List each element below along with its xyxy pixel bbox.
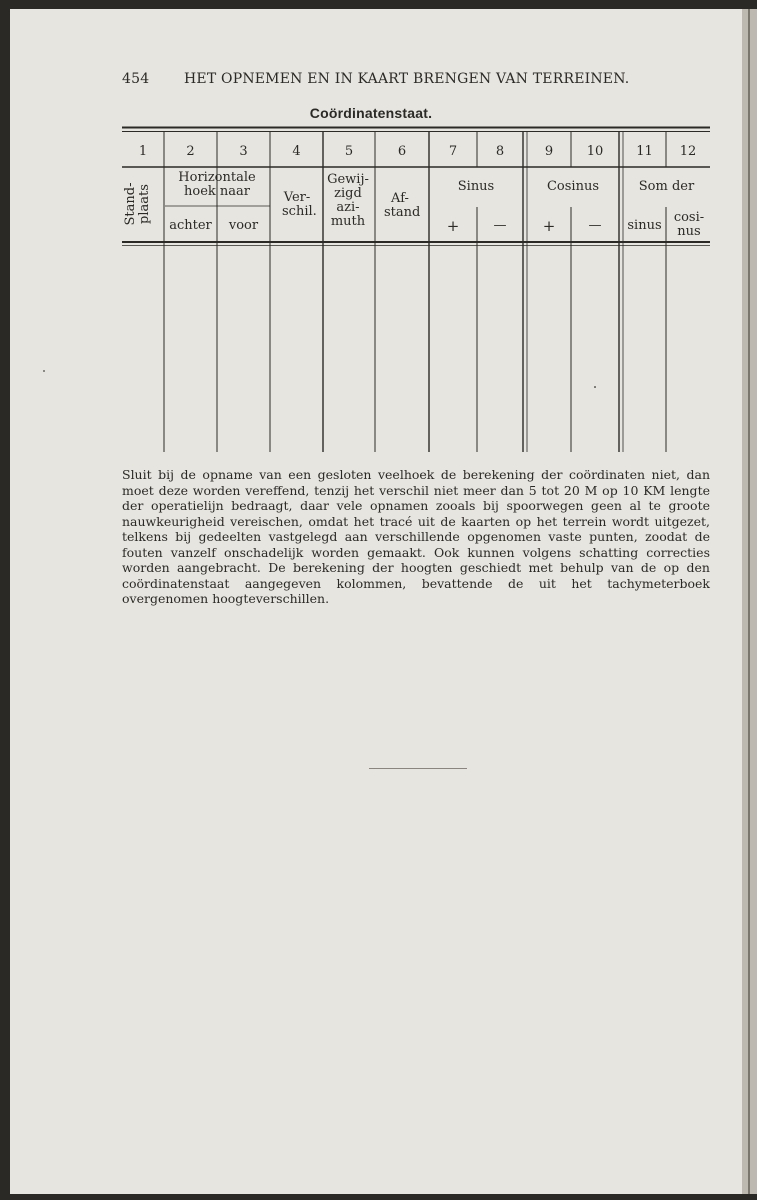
header-sinus-plus: + [446, 217, 460, 235]
col-number: 9 [544, 144, 554, 159]
header-cosinus: Cosinus [546, 179, 600, 194]
header-standplaats: Stand-plaats [123, 182, 152, 226]
header-cosinus-plus: + [542, 217, 556, 235]
header-sinus: Sinus [457, 179, 495, 194]
col-number: 12 [679, 144, 697, 159]
end-rule [369, 768, 467, 769]
header-verschil: Ver-schil. [282, 190, 317, 219]
table-title: Coördinatenstaat. [309, 105, 433, 121]
col-number: 3 [239, 144, 248, 159]
running-title: HET OPNEMEN EN IN KAART BRENGEN VAN TERREINEN. [184, 71, 630, 87]
col-number: 2 [186, 144, 195, 159]
col-number: 8 [495, 144, 505, 159]
header-sinus-minus: — [493, 218, 507, 233]
col-number: 11 [636, 144, 653, 159]
body-paragraph: Sluit bij de opname van een gesloten veelhoek de berekening der coördinaten niet, dan moet deze worden vereffend, tenzij het verschil niet meer dan 5 tot 20 M op 10 KM lengte der operatielijn bedraagt, daar vele opnamen zooals bij spoorwegen geen al te groote nauwkeurigheid vereischen, omdat het tracé uit de kaarten op het terrein wordt uitgezet, telkens bij gedeelten vastgelegd aan verschillende opgenomen vaste punten, zoodat de fouten vanzelf onschadelijk worden gemaakt. Ook kunnen volgens schatting correcties worden aangebracht. De berekening der hoogten geschiedt met behulp van de op den coördinatenstaat aangegeven kolommen, bevattende de uit het tachymeterboek overgenomen hoogteverschillen. [122, 467, 710, 606]
col-number: 10 [586, 144, 604, 159]
paper-speck [43, 370, 45, 372]
header-afstand: Af-stand [384, 191, 421, 220]
paper-speck [594, 386, 596, 388]
col-number: 7 [448, 144, 458, 159]
header-som-sinus: sinus [627, 218, 662, 233]
col-number: 4 [292, 144, 301, 159]
col-number: 5 [344, 144, 354, 159]
page-number: 454 [122, 71, 150, 87]
header-horizontale-hoek: Horizontale hoek naar [178, 170, 256, 199]
header-voor: voor [228, 218, 259, 233]
header-som-cosinus: cosi-nus [673, 210, 705, 239]
header-azimuth: Gewij-zigd azi-muth [327, 172, 369, 229]
header-som-der: Som der [638, 179, 695, 194]
header-cosinus-minus: — [588, 218, 602, 233]
col-number: 1 [138, 144, 148, 159]
header-achter: achter [169, 218, 212, 233]
col-number: 6 [397, 144, 407, 159]
